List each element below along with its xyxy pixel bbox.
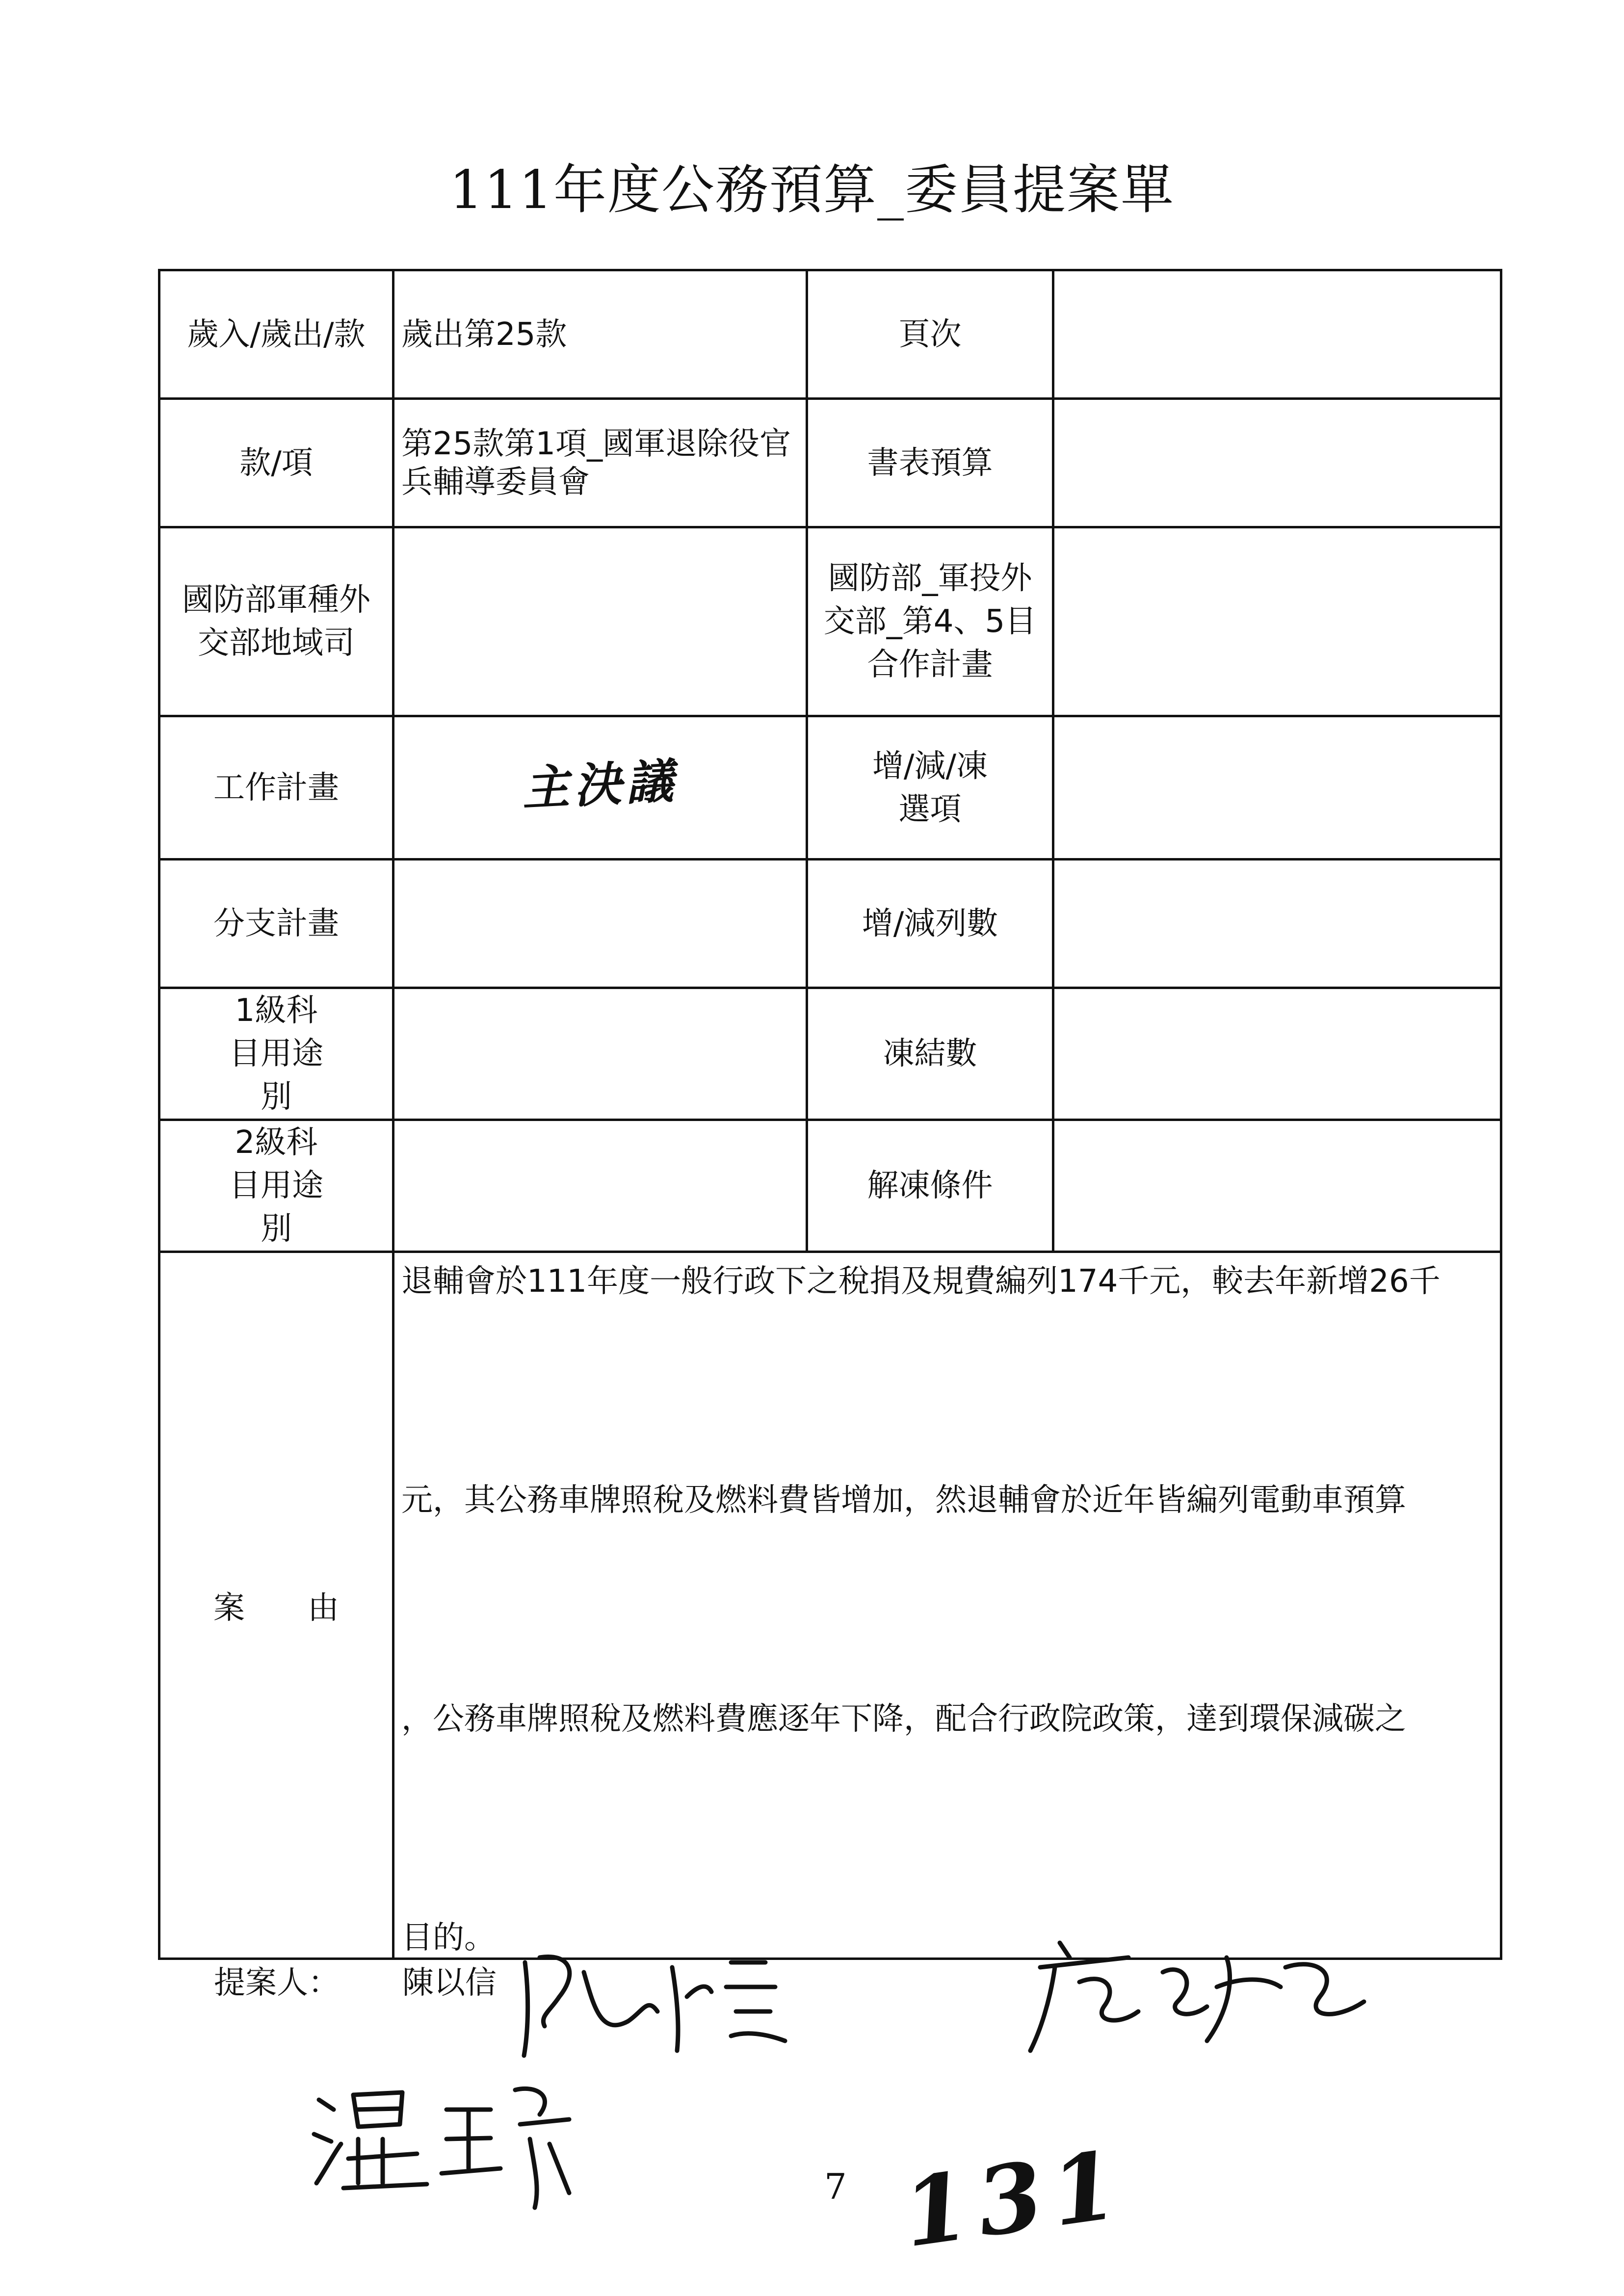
row-value-right	[1053, 399, 1501, 527]
signature-2	[1021, 1928, 1374, 2061]
proposer-name: 陳以信	[402, 1965, 497, 2001]
row-value-right	[1053, 270, 1501, 399]
reason-text	[393, 1252, 1501, 1959]
reason-line: ，公務車牌照稅及燃料費應逐年下降，配合行政院政策，達到環保減碳之	[401, 1701, 1406, 1737]
row-label: 分支計畫	[159, 860, 393, 988]
page-number: 7	[824, 2166, 847, 2207]
form-row	[159, 1120, 1501, 1252]
row-value	[393, 1120, 807, 1252]
row-label-right: 解凍條件	[807, 1120, 1053, 1252]
row-value	[393, 988, 807, 1120]
row-label: 2級科目用途別	[159, 1120, 393, 1252]
row-value-right	[1053, 860, 1501, 988]
row-label-right: 凍結數	[807, 988, 1053, 1120]
handwritten-page-number: 131	[896, 2129, 1133, 2269]
row-label-right: 書表預算	[807, 399, 1053, 527]
row-value	[393, 860, 807, 988]
row-label-right: 增/減列數	[807, 860, 1053, 988]
form-row	[159, 860, 1501, 988]
signature-3	[304, 2070, 579, 2213]
row-label: 工作計畫	[159, 716, 393, 860]
reason-line: 退輔會於111年度一般行政下之稅捐及規費編列174千元，較去年新增26千	[401, 1263, 1441, 1300]
row-value-right	[1053, 1120, 1501, 1252]
row-label-right: 頁次	[807, 270, 1053, 399]
reason-line: 目的。	[401, 1920, 496, 1956]
form-row	[159, 399, 1501, 527]
form-title: 111年度公務預算_委員提案單	[449, 159, 1175, 221]
proposal-form-table	[158, 269, 1502, 1960]
row-label: 國防部軍種外交部地域司	[159, 527, 393, 716]
row-label: 款/項	[159, 399, 393, 527]
reason-line: 元，其公務車牌照稅及燃料費皆增加，然退輔會於近年皆編列電動車預算	[401, 1482, 1406, 1518]
signature-1	[510, 1943, 814, 2065]
form-row	[159, 716, 1501, 860]
form-row	[159, 988, 1501, 1120]
handwritten-work-plan	[393, 716, 807, 860]
reason-label	[159, 1252, 393, 1959]
row-label: 1級科目用途別	[159, 988, 393, 1120]
row-value	[393, 527, 807, 716]
row-label-right: 增/減/凍選項	[807, 716, 1053, 860]
form-row	[159, 270, 1501, 399]
proposer-label: 提案人：	[214, 1965, 340, 2001]
row-value: 第25款第1項_國軍退除役官兵輔導委員會	[393, 399, 807, 527]
handwritten-text: 主決議	[521, 753, 680, 816]
row-value-right	[1053, 988, 1501, 1120]
row-value: 歲出第25款	[393, 270, 807, 399]
row-value-right	[1053, 716, 1501, 860]
reason-row	[159, 1252, 1501, 1959]
row-label-right: 國防部_軍投外交部_第4、5目合作計畫	[807, 527, 1053, 716]
form-row	[159, 527, 1501, 716]
row-value-right	[1053, 527, 1501, 716]
row-label: 歲入/歲出/款	[159, 270, 393, 399]
reason-label-text: 案 由	[213, 1590, 339, 1626]
